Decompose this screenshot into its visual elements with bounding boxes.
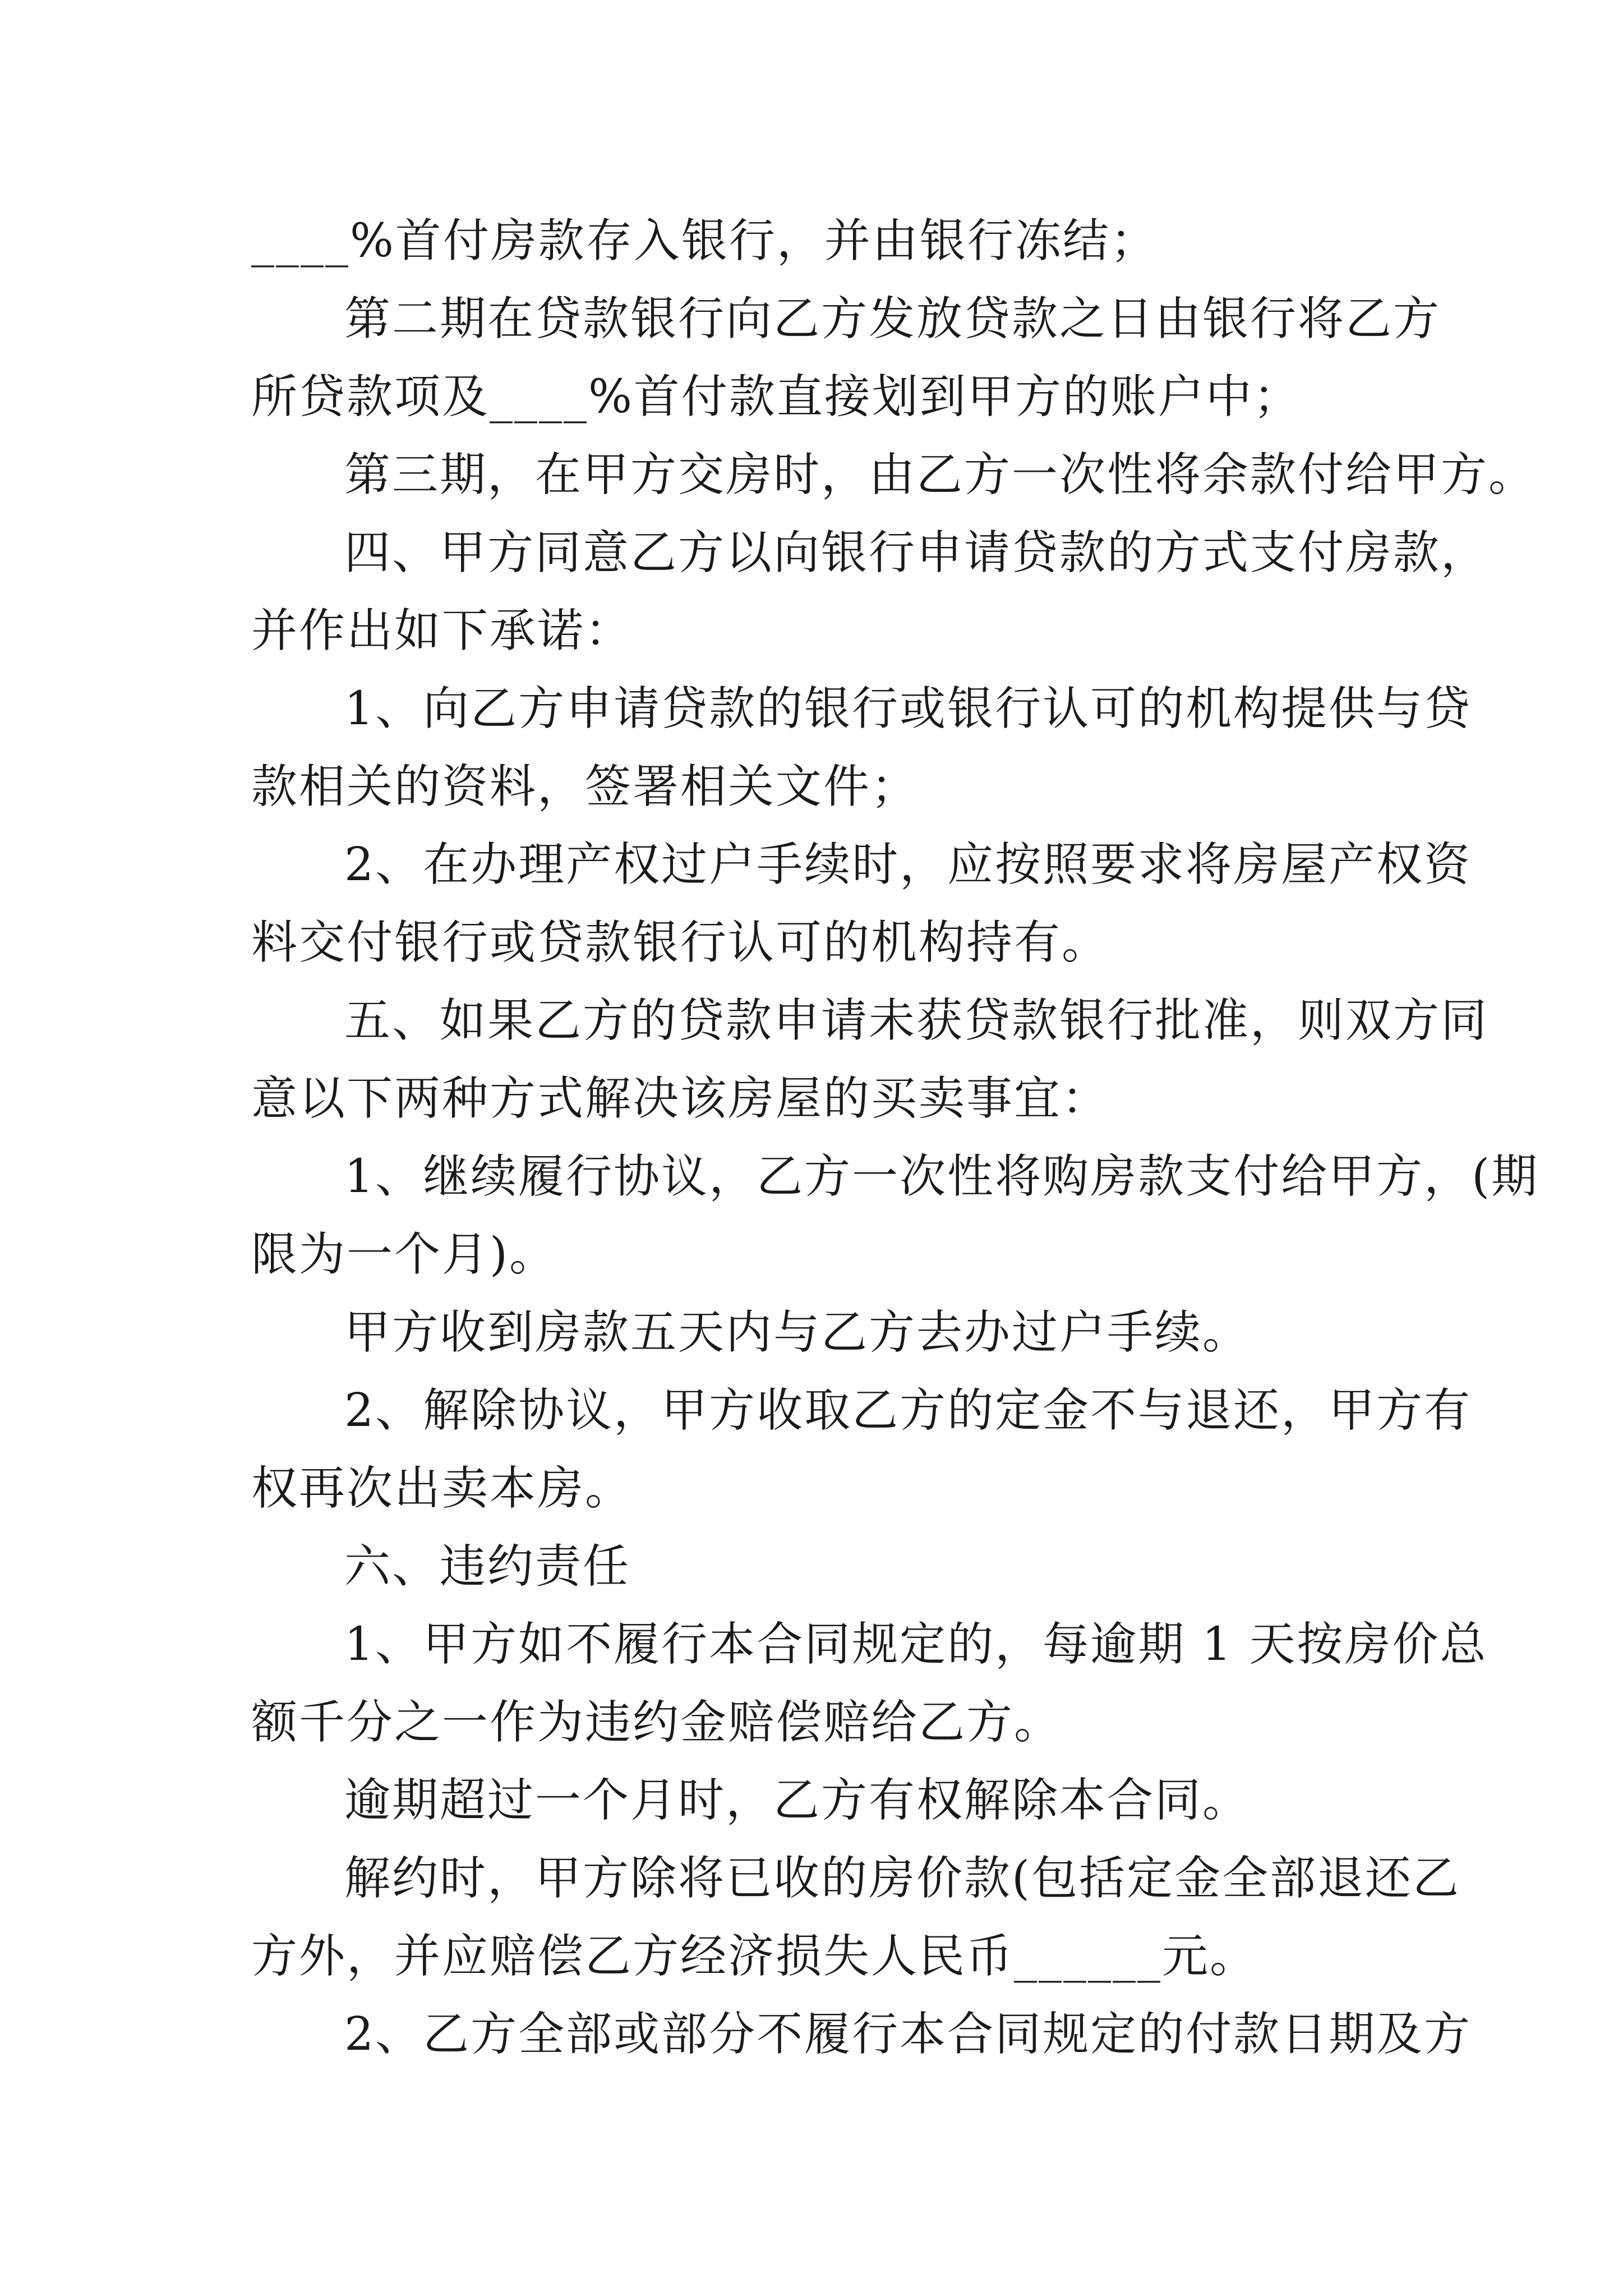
text-line: 2、在办理产权过户手续时，应按照要求将房屋产权资 [344,838,1472,891]
text-line: 第二期在贷款银行向乙方发放贷款之日由银行将乙方 [344,292,1441,346]
text-line: 1、甲方如不履行本合同规定的，每逾期 1 天按房价总 [344,1618,1488,1671]
text-line: 六、违约责任 [344,1540,631,1593]
text-line: 第三期，在甲方交房时，由乙方一次性将余款付给甲方。 [344,448,1537,501]
text-line: 2、乙方全部或部分不履行本合同规定的付款日期及方 [344,2008,1472,2061]
text-line: 逾期超过一个月时，乙方有权解除本合同。 [344,1774,1251,1827]
text-line: 料交付银行或贷款银行认可的机构持有。 [251,916,1110,969]
text-line: 意以下两种方式解决该房屋的买卖事宜： [251,1072,1110,1125]
text-line: 五、如果乙方的贷款申请未获贷款银行批准，则双方同 [344,994,1489,1047]
text-line: 所贷款项及____%首付款直接划到甲方的账户中； [251,370,1301,424]
text-line: 甲方收到房款五天内与乙方去办过户手续。 [344,1306,1251,1359]
text-line: 额千分之一作为违约金赔偿赔给乙方。 [251,1696,1062,1749]
text-line: 四、甲方同意乙方以向银行申请贷款的方式支付房款， [344,526,1489,579]
text-line: 款相关的资料，签署相关文件； [251,760,919,813]
text-line: 方外，并应赔偿乙方经济损失人民币______元。 [251,1930,1258,1983]
text-line: 1、向乙方申请贷款的银行或银行认可的机构提供与贷 [344,682,1472,735]
text-line: 2、解除协议，甲方收取乙方的定金不与退还，甲方有 [344,1384,1472,1437]
text-line: 解约时，甲方除将已收的房价款(包括定金全部退还乙 [344,1852,1460,1905]
text-line: ____%首付房款存入银行，并由银行冻结； [251,214,1158,268]
document-body [251,202,1539,2073]
text-line: 并作出如下承诺： [251,604,633,657]
text-line: 1、继续履行协议，乙方一次性将购房款支付给甲方，(期 [344,1150,1539,1203]
text-line: 限为一个月)。 [251,1228,557,1281]
text-line: 权再次出卖本房。 [251,1462,633,1515]
